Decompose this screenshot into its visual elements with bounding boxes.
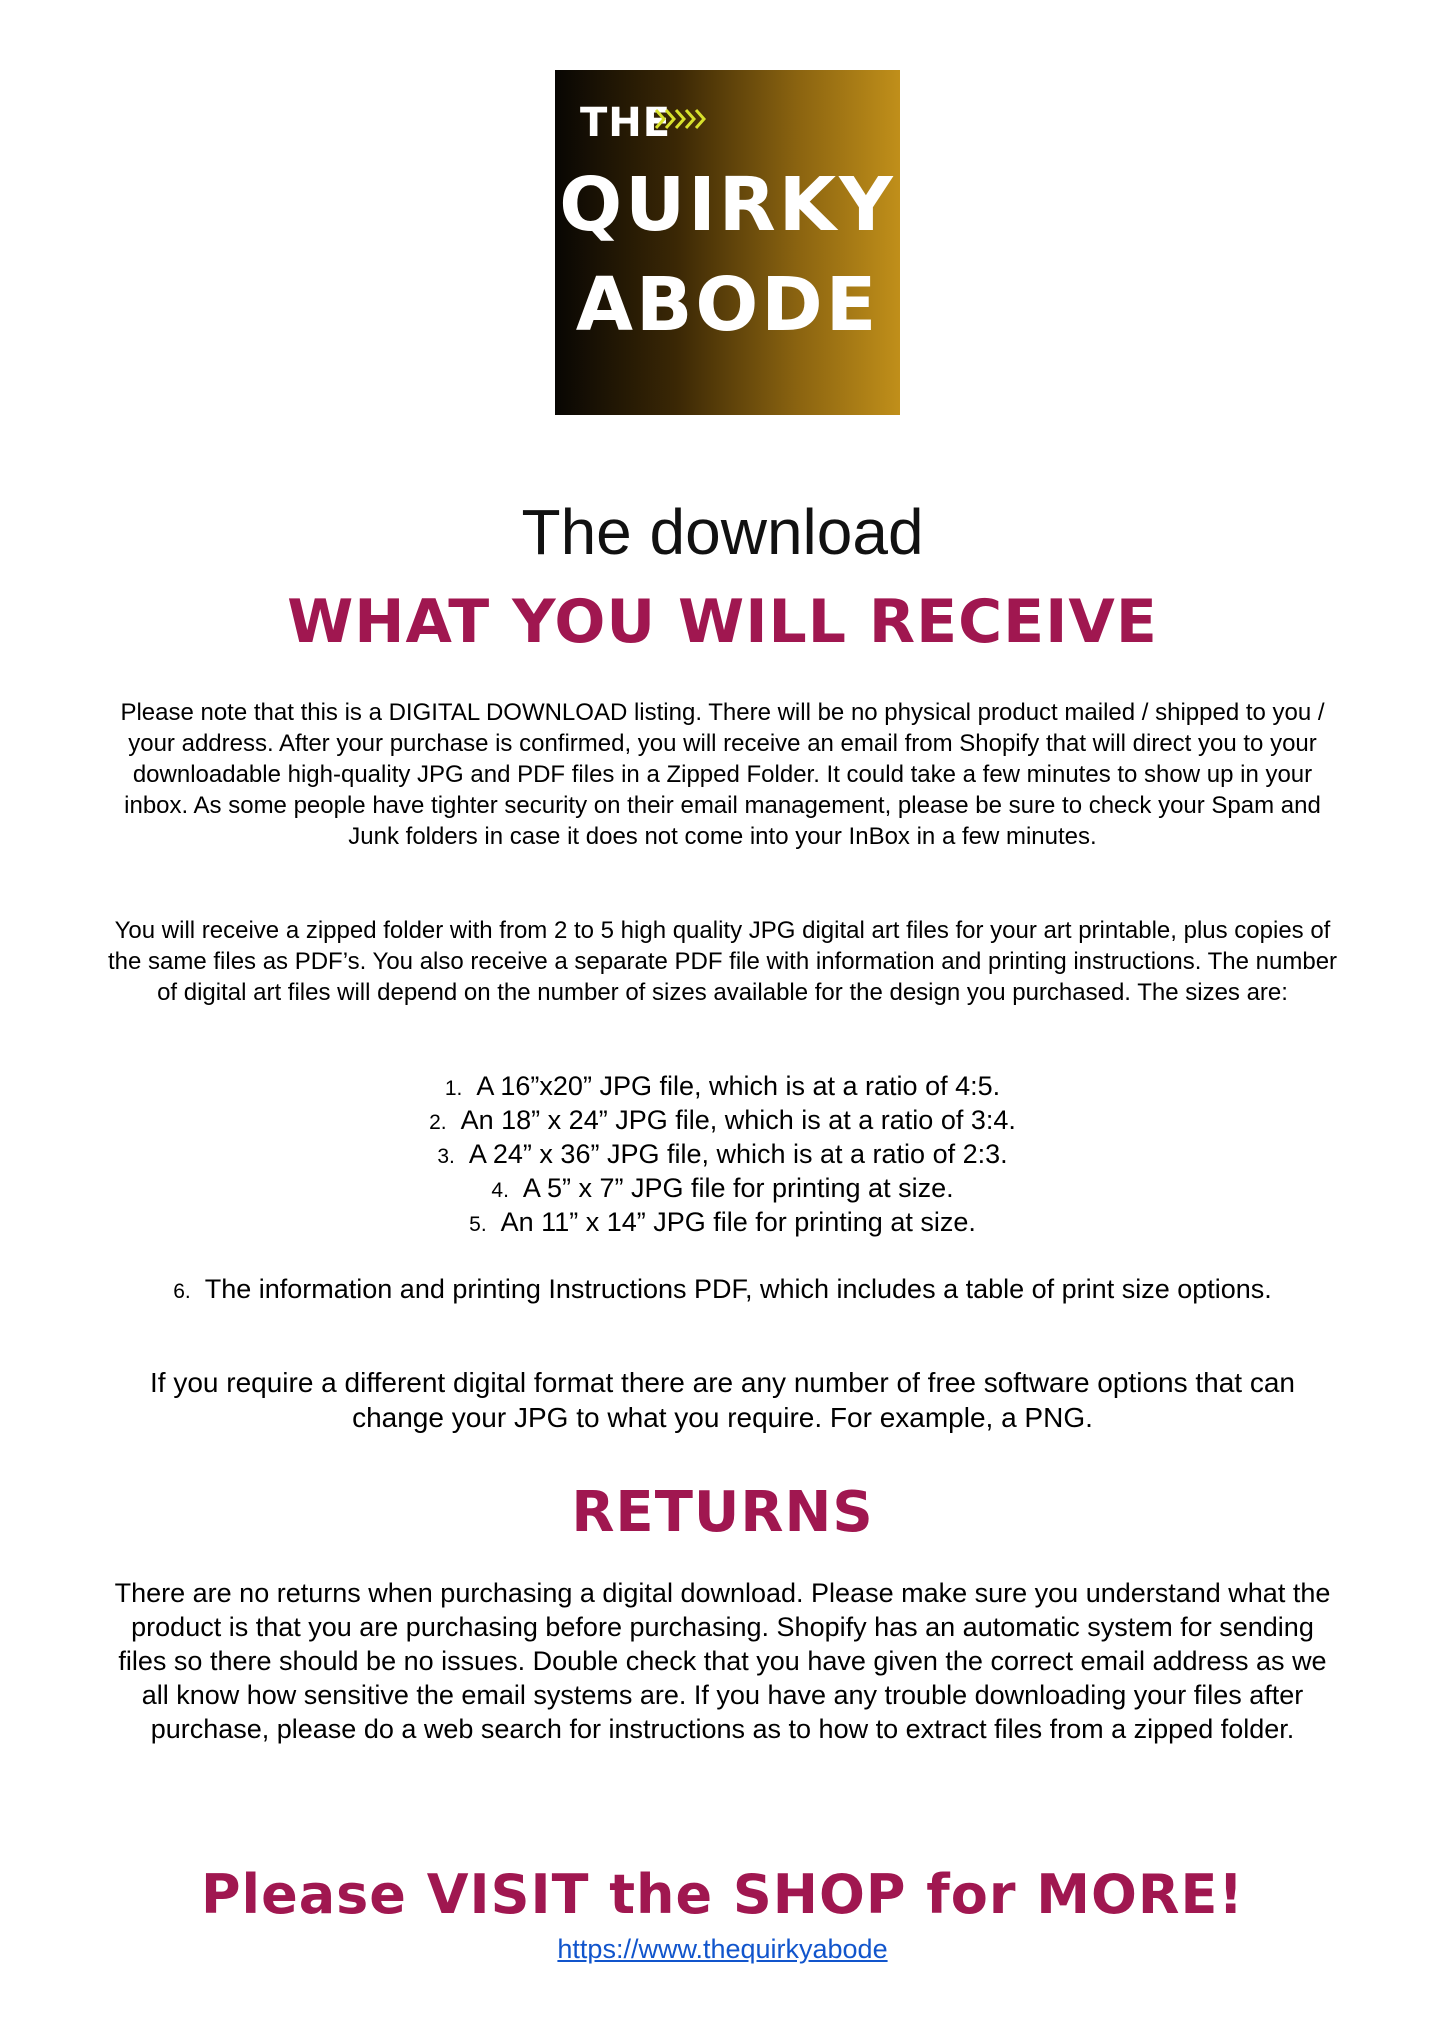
list-text: A 24” x 36” JPG file, which is at a ratio of 2:3. bbox=[468, 1139, 1008, 1169]
list-text: An 18” x 24” JPG file, which is at a ratio of 3:4. bbox=[460, 1105, 1016, 1135]
digital-download-notice: Please note that this is a DIGITAL DOWNLOAD listing. There will be no physical product mailed / shipped to you / your address. After your purchase is confirmed, you will receive an email from Shopify that will direct you to your downloadable high-quality JPG and PDF files in a Zipped Folder. It could take a few minutes to show up in your inbox. As some people have tighter security on their email management, please be sure to check your Spam and Junk folders in case it does not come into your InBox in a few minutes. bbox=[120, 699, 1325, 850]
returns-heading: RETURNS bbox=[571, 1480, 874, 1545]
list-number: 2. bbox=[429, 1111, 447, 1134]
format-note: If you require a different digital format there are any number of free software options that can change your JPG to what you require. For example, a PNG. bbox=[149, 1367, 1295, 1433]
list-item bbox=[0, 1171, 1445, 1208]
list-number: 5. bbox=[469, 1213, 487, 1236]
list-number: 4. bbox=[491, 1179, 509, 1202]
list-item-wrap bbox=[158, 1272, 1288, 1309]
list-number: 3. bbox=[437, 1145, 455, 1168]
visit-shop-heading: Please VISIT the SHOP for MORE! bbox=[200, 1863, 1245, 1926]
list-text: A 16”x20” JPG file, which is at a ratio of 4:5. bbox=[476, 1071, 1001, 1101]
list-number: 1. bbox=[444, 1077, 463, 1100]
list-number: 6. bbox=[173, 1280, 191, 1303]
list-text: A 5” x 7” JPG file for printing at size. bbox=[522, 1173, 954, 1203]
list-item bbox=[0, 1205, 1445, 1242]
list-item bbox=[0, 1069, 1445, 1106]
list-item bbox=[0, 1103, 1445, 1140]
page-title: The download bbox=[521, 496, 924, 568]
returns-policy: There are no returns when purchasing a digital download. Please make sure you understand what the product is that you are purchasing before purchasing. Shopify has an automatic system for sending files so there should be no issues. Double check that you have given the correct email address as we all know how sensitive the email systems are. If you have any trouble downloading your files after purchase, please do a web search for instructions as to how to extract files from a zipped folder. bbox=[114, 1578, 1331, 1744]
shop-link[interactable]: https://www.thequirkyabode bbox=[557, 1934, 888, 1964]
chevron-arrows-icon bbox=[652, 104, 712, 134]
list-text: An 11” x 14” JPG file for printing at size. bbox=[500, 1207, 976, 1237]
zipped-folder-description: You will receive a zipped folder with from 2 to 5 high quality JPG digital art files for your art printable, plus copies of the same files as PDF’s. You also receive a separate PDF file with information and printing instructions. The number of digital art files will depend on the number of sizes available for the design you purchased. The sizes are: bbox=[107, 917, 1338, 1006]
list-item bbox=[0, 1137, 1445, 1174]
logo-the: THE bbox=[580, 100, 672, 146]
list-item bbox=[0, 1272, 1445, 1309]
what-you-will-receive-heading: WHAT YOU WILL RECEIVE bbox=[287, 587, 1158, 657]
logo-quirky: QUIRKY bbox=[559, 162, 896, 248]
list-text: The information and printing Instructions PDF, which includes a table of print size options. bbox=[204, 1274, 1272, 1304]
logo-abode: ABODE bbox=[575, 262, 880, 348]
brand-logo bbox=[555, 70, 900, 415]
shop-link-container bbox=[0, 1932, 1445, 1966]
